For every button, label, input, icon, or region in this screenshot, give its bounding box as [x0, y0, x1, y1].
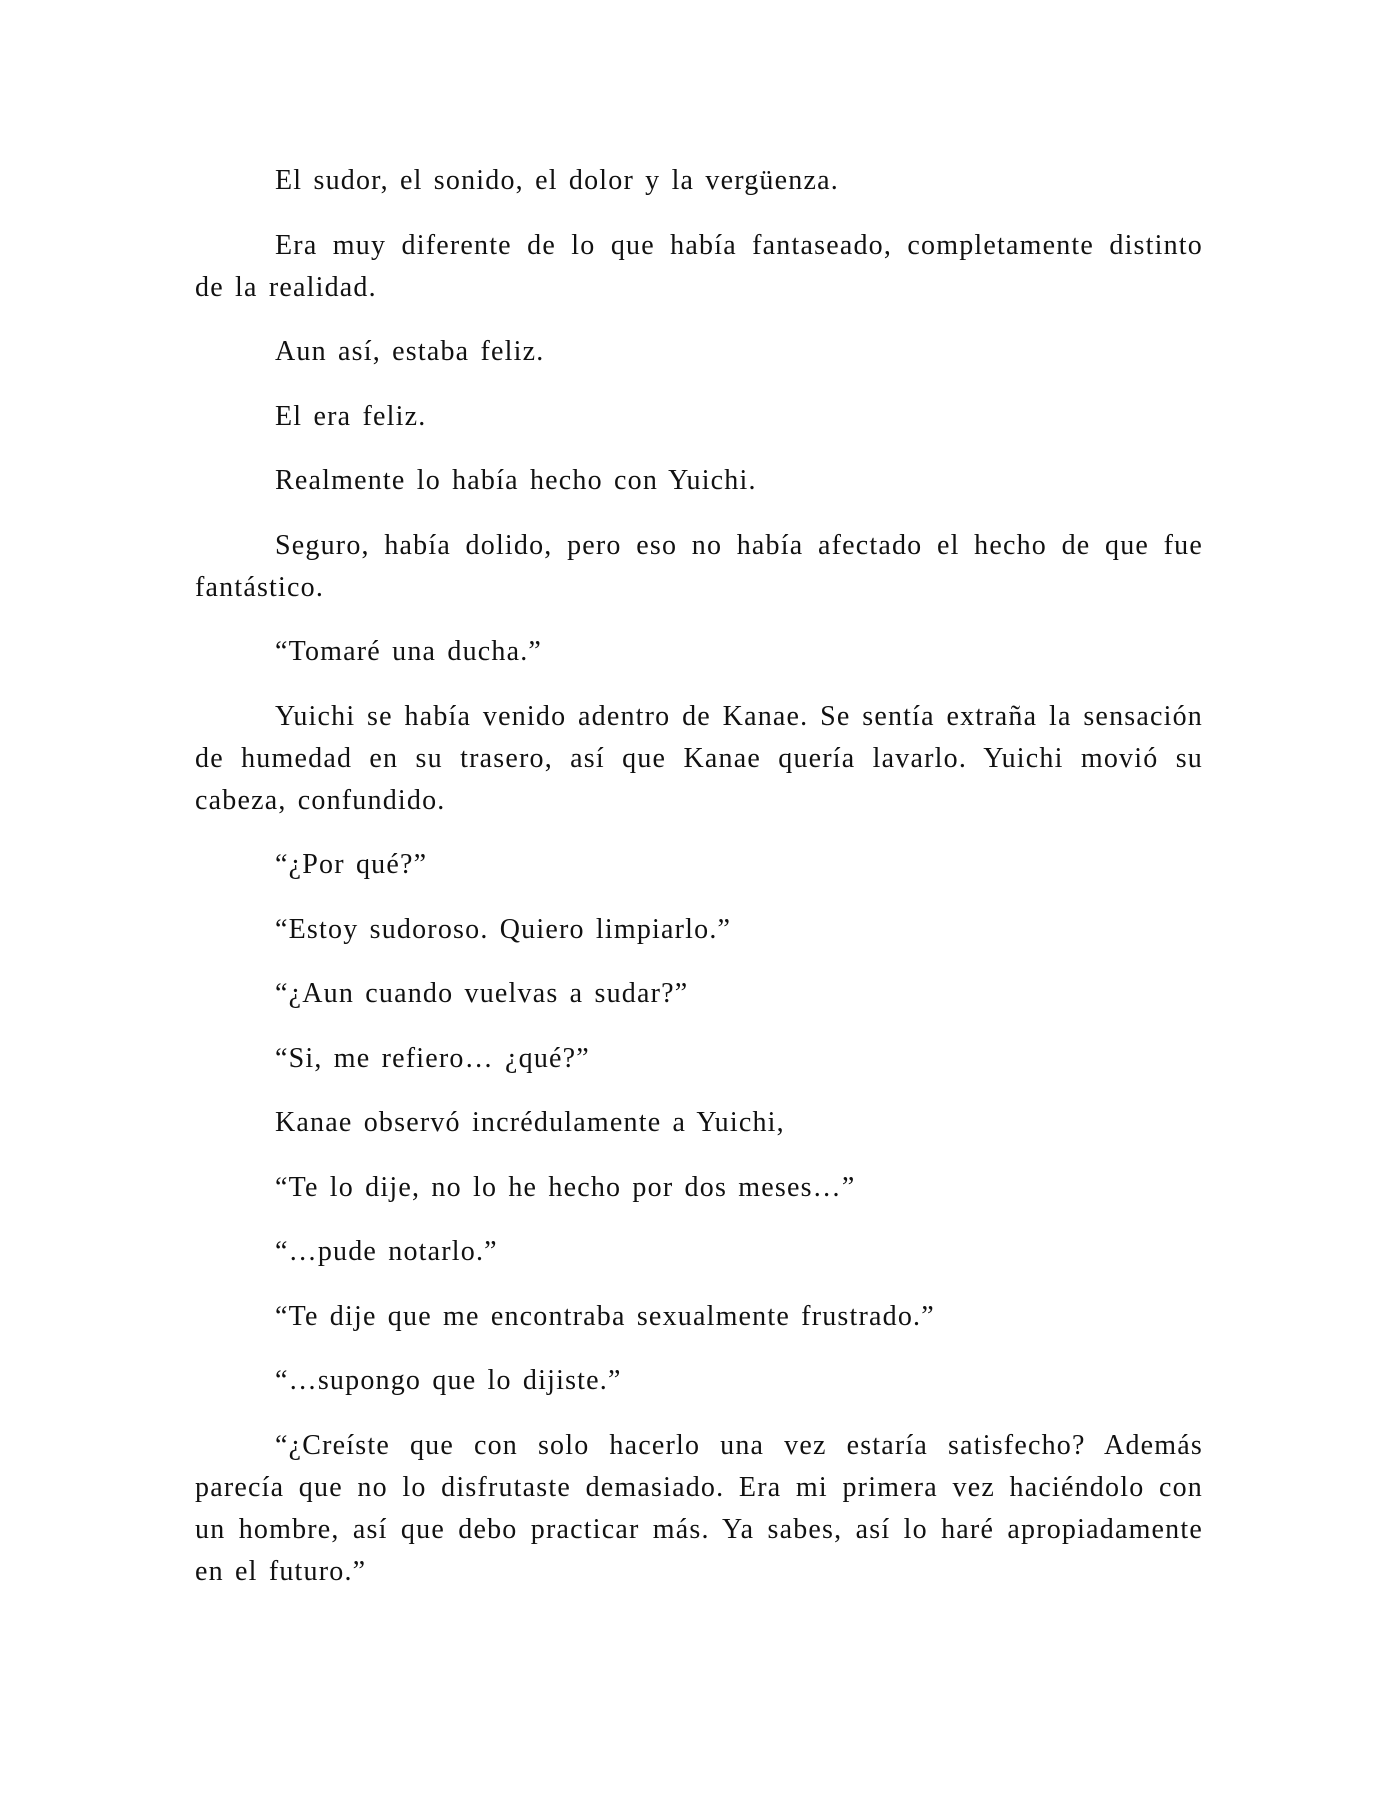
dialogue-line: “Tomaré una ducha.”: [275, 636, 543, 667]
paragraph: Seguro, había dolido, pero eso no había afectado el hecho de que fue fantástico.: [195, 529, 1203, 603]
dialogue-line: “¿Creíste que con solo hacerlo una vez estaría satisfecho? Además parecía que no lo disfrutaste demasiado. Era mi primera vez haciéndolo con un hombre, así que debo practicar más. Ya sabes, así lo haré apropiadamente en el futuro.”: [195, 1429, 1203, 1587]
dialogue-line: “¿Por qué?”: [275, 849, 428, 880]
dialogue-line: “Te dije que me encontraba sexualmente frustrado.”: [275, 1300, 935, 1332]
paragraph: Aun así, estaba feliz.: [275, 336, 545, 367]
dialogue-line: “Si, me refiero… ¿qué?”: [275, 1042, 590, 1074]
paragraph: El era feliz.: [275, 400, 427, 432]
paragraph: Yuichi se había venido adentro de Kanae. Se sentía extraña la sensación de humedad en su trasero, así que Kanae quería lavarlo. Yuichi movió su cabeza, confundido.: [195, 700, 1203, 816]
paragraph: Era muy diferente de lo que había fantaseado, completamente distinto de la realidad.: [195, 229, 1203, 303]
dialogue-line: “…pude notarlo.”: [275, 1236, 498, 1267]
dialogue-line: “Estoy sudoroso. Quiero limpiarlo.”: [275, 913, 732, 945]
paragraph: Realmente lo había hecho con Yuichi.: [275, 465, 757, 496]
paragraph: Kanae observó incrédulamente a Yuichi,: [275, 1107, 785, 1138]
dialogue-line: “…supongo que lo dijiste.”: [275, 1365, 622, 1396]
paragraph: El sudor, el sonido, el dolor y la vergüenza.: [275, 165, 839, 196]
body-text: [195, 160, 1203, 1615]
dialogue-line: “¿Aun cuando vuelvas a sudar?”: [275, 978, 689, 1009]
dialogue-line: “Te lo dije, no lo he hecho por dos meses…”: [275, 1171, 856, 1203]
